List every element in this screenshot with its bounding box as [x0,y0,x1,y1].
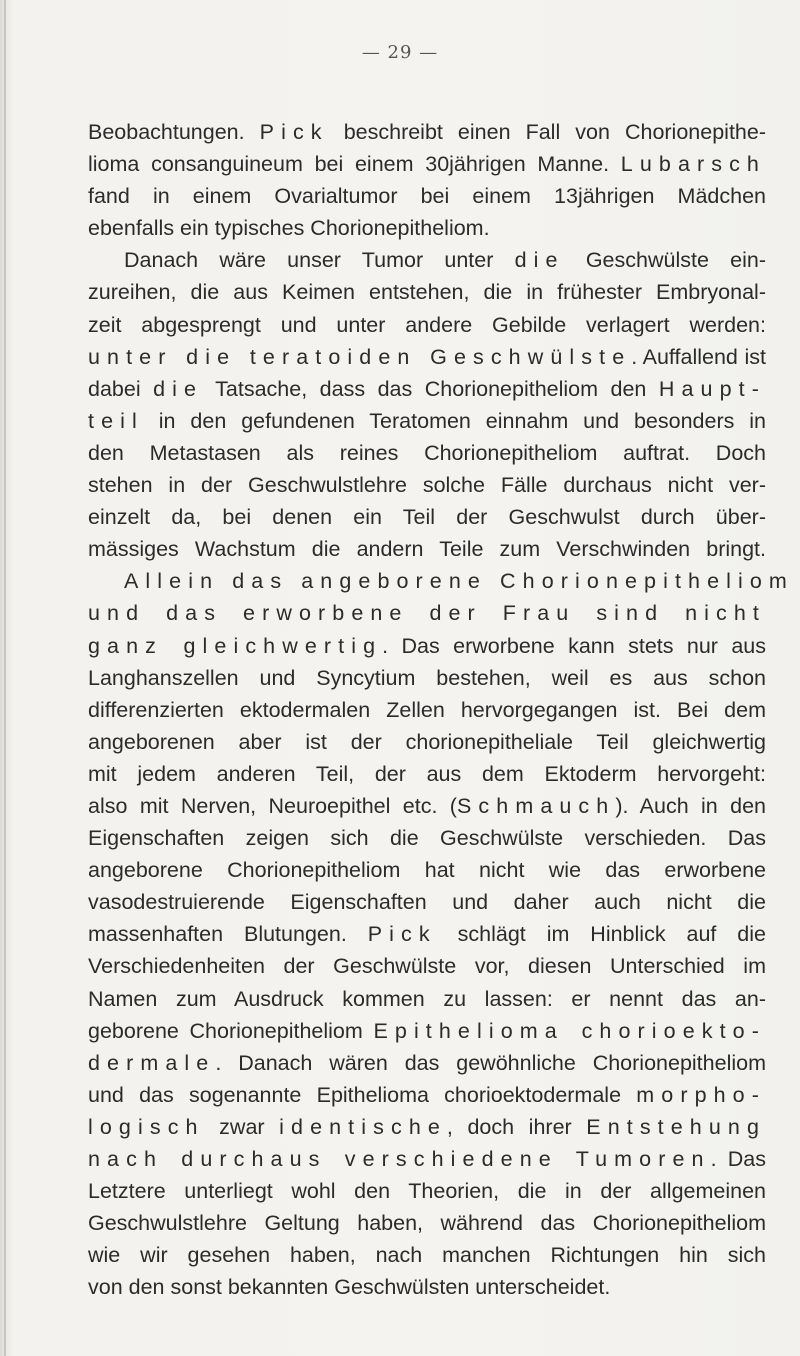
text-segment: beschreibt einen Fall von Chorionepithe- [328,120,766,144]
text-line [88,726,766,758]
text-line [88,373,766,405]
spaced-emphasis-text: Entstehung [586,1114,767,1139]
spaced-emphasis-text: identische [279,1114,447,1139]
text-segment: stehen in der Geschwulstlehre solche Fälle durchaus nicht ver- [88,473,766,498]
text-segment: mit jedem anderen Teil, der aus dem Ektoderm hervorgeht: [88,761,766,786]
text-segment: lioma consanguineum bei einem 30jährigen Manne. [88,152,621,177]
text-line [88,212,766,244]
text-line [88,694,766,726]
text-segment: . Das erworbene kann stets nur aus [382,633,766,658]
spaced-emphasis-text: Pick [367,922,437,947]
spaced-emphasis-text: die [153,376,204,401]
text-line [88,983,766,1015]
spaced-emphasis-text: die [514,248,565,273]
text-line [88,437,766,469]
text-segment: geborene Chorionepitheliom [88,1018,374,1043]
spaced-emphasis-text: Lubarsch [620,152,766,177]
text-segment: massenhaften Blutungen. [88,922,368,947]
text-segment: fand in einem Ovarialtumor bei einem 13jährigen Mädchen [88,184,766,209]
text-line [88,276,766,308]
text-line [88,244,766,276]
spaced-emphasis-text: ganz gleichwertig [88,633,383,658]
text-segment: Geschwulstlehre Geltung haben, während das Chorionepitheliom [88,1211,766,1236]
text-segment: dabei [88,376,154,401]
text-segment: Eigenschaften zeigen sich die Geschwülste verschieden. Das [88,826,766,851]
text-line [88,1047,766,1079]
spaced-emphasis-text: Haupt- [658,376,766,401]
text-segment: zwar [204,1114,280,1139]
text-line [88,1239,766,1271]
text-line [88,309,766,341]
body-text [88,116,794,1303]
spaced-emphasis-text: und das erworbene der Frau sind nicht [88,601,766,626]
text-segment: Danach wäre unser Tumor unter [124,248,515,273]
page-number: — 29 — [361,42,439,63]
text-line [88,469,766,501]
text-line [88,597,766,629]
text-segment: Verschiedenheiten der Geschwülste vor, diesen Unterschied im [88,954,766,979]
text-segment: mässiges Wachstum die andern Teile zum Verschwinden bringt. [88,537,766,562]
text-segment: zeit abgesprengt und unter andere Gebilde verlagert werden: [88,312,766,337]
spaced-emphasis-text: logisch [88,1114,205,1139]
text-segment: ebenfalls ein typisches Chorionepitheliom. [88,216,490,241]
text-line [88,1175,766,1207]
text-segment: Geschwülste ein- [564,248,766,273]
text-segment: in den gefundenen Teratomen einnahm und besonders in [143,408,766,433]
text-line [88,1143,766,1175]
text-line [88,148,766,180]
text-line [88,116,766,148]
spaced-emphasis-text: unter die teratoiden Geschwülste [88,344,632,369]
text-segment: , doch ihrer [446,1114,587,1139]
text-segment: schlägt im Hinblick auf die [436,922,766,947]
text-segment: zureihen, die aus Keimen entstehen, die in frühester Embryonal- [88,280,766,305]
text-line [88,822,766,854]
text-line [88,950,766,982]
spaced-emphasis-text: Pick [259,120,329,144]
text-segment: also mit Nerven, Neuroepithel etc. ( [88,793,457,818]
text-line [88,854,766,886]
spaced-emphasis-text: Epithelioma chorioekto- [373,1018,766,1043]
spaced-emphasis-text: morpho- [636,1082,766,1107]
text-segment: . Das [710,1147,767,1171]
text-segment: . Danach wären das gewöhnliche Chorionepitheliom [215,1050,766,1075]
text-line [88,341,766,373]
text-segment: wie wir gesehen haben, nach manchen Richtungen hin sich [88,1243,766,1268]
text-line [88,533,766,565]
text-line [88,1015,766,1047]
text-segment: den Metastasen als reines Chorionepitheliom auftrat. Doch [88,440,766,465]
text-line [88,758,766,790]
text-line [88,918,766,950]
binding-edge [4,0,6,1356]
text-line [88,180,766,212]
text-segment: Letztere unterliegt wohl den Theorien, die in der allgemeinen [88,1179,766,1204]
text-segment: Beobachtungen. [88,120,260,144]
text-segment: differenzierten ektodermalen Zellen hervorgegangen ist. Bei dem [88,697,766,722]
text-line [88,790,766,822]
text-line [88,1207,766,1239]
text-segment: von den sonst bekannten Geschwülsten unterscheidet. [88,1275,611,1300]
spaced-emphasis-text: Schmauch [456,793,616,818]
text-line [88,662,766,694]
spaced-emphasis-text: teil [88,408,144,433]
text-line [88,565,794,597]
text-line [88,1271,766,1303]
text-segment: . Auffallend ist [631,344,766,369]
text-segment: Langhanszellen und Syncytium bestehen, weil es aus schon [88,665,766,690]
spaced-emphasis-text: dermale [88,1050,216,1075]
text-line [88,886,766,918]
text-line [88,1111,766,1143]
text-segment: Tatsache, dass das Chorionepitheliom den [203,376,659,401]
text-segment: vasodestruierende Eigenschaften und daher auch nicht die [88,890,766,915]
text-segment: angeborenen aber ist der chorionepitheliale Teil gleichwertig [88,729,766,754]
text-segment: Namen zum Ausdruck kommen zu lassen: er nennt das an- [88,986,766,1011]
text-segment: ). Auch in den [615,793,767,818]
text-line [88,501,766,533]
text-segment: und das sogenannte Epithelioma chorioektodermale [88,1082,637,1107]
text-line [88,1079,766,1111]
spaced-emphasis-text: nach durchaus verschiedene Tumoren [88,1147,711,1171]
text-line [88,630,766,662]
text-line [88,405,766,437]
spaced-emphasis-text: Allein das angeborene Chorionepitheliom [124,569,794,594]
text-segment: angeborene Chorionepitheliom hat nicht wie das erworbene [88,858,766,883]
text-segment: einzelt da, bei denen ein Teil der Geschwulst durch über- [88,505,766,530]
